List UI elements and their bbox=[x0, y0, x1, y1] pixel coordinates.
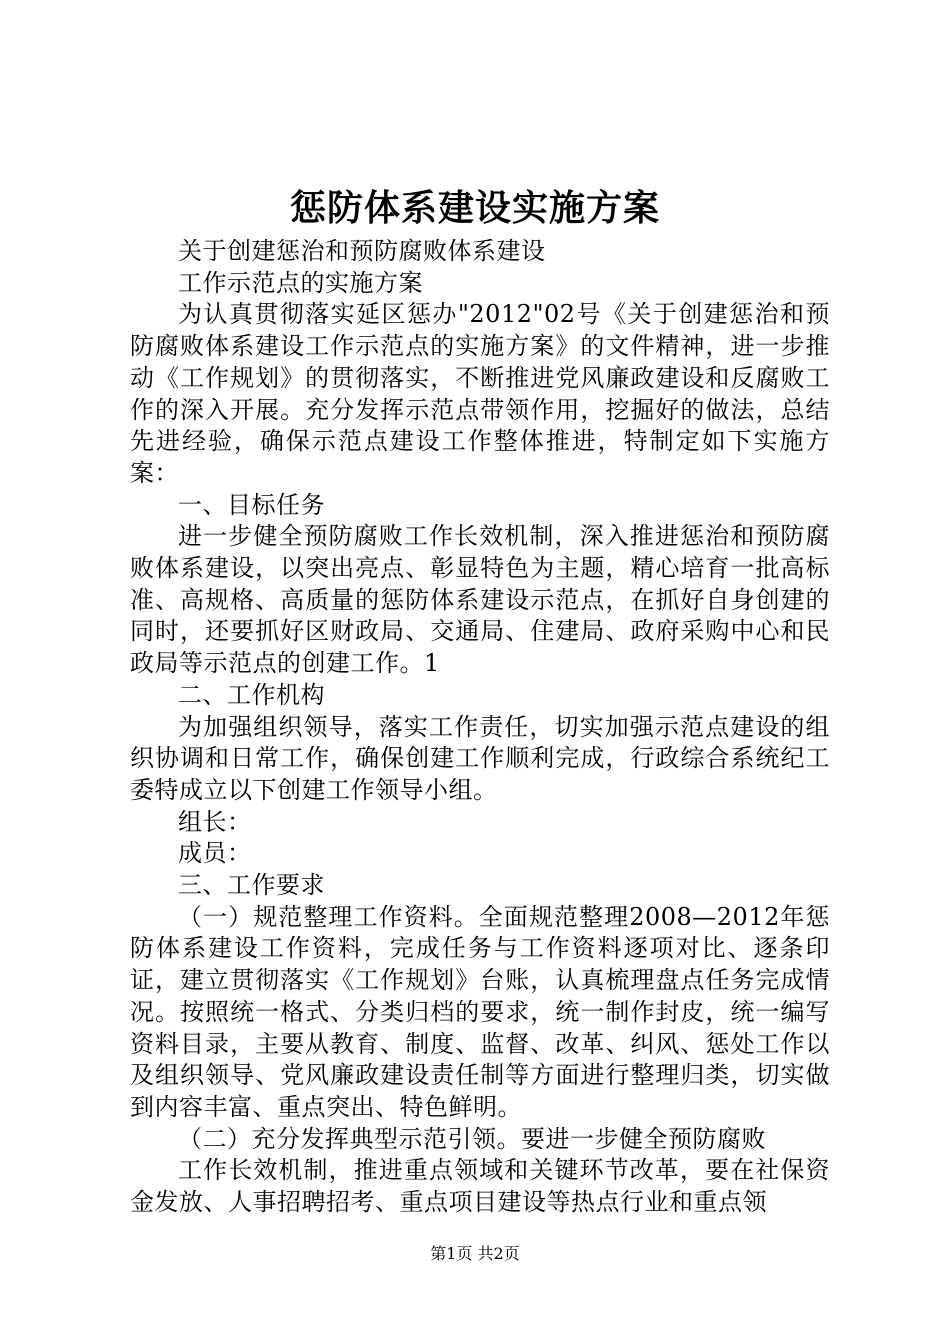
paragraph-requirement-2-body: 工作长效机制，推进重点领域和关键环节改革，要在社保资金发放、人事招聘招考、重点项目建设等热点行业和重点领 bbox=[130, 1156, 830, 1217]
document-title: 惩防体系建设实施方案 bbox=[289, 187, 660, 229]
paragraph-requirement-1: （一）规范整理工作资料。全面规范整理2008—2012年惩防体系建设工作资料，完成任务与工作资料逐项对比、逐条印证，建立贯彻落实《工作规划》台账，认真梳理盘点任务完成情况。按照统一格式、分类归档的要求，统一制作封皮，统一编写资料目录，主要从教育、制度、监督、改革、纠风、惩处工作以及组织领导、党风廉政建设责任制等方面进行整理归类，切实做到内容丰富、重点突出、特色鲜明。 bbox=[130, 902, 830, 1121]
section-heading-requirements: 三、工作要求 bbox=[178, 871, 325, 900]
document-body bbox=[130, 236, 830, 1219]
paragraph-heading-line-2: 工作示范点的实施方案 bbox=[178, 268, 423, 297]
paragraph-goals: 进一步健全预防腐败工作长效机制，深入推进惩治和预防腐败体系建设，以突出亮点、彰显特色为主题，精心培育一批高标准、高规格、高质量的惩防体系建设示范点，在抓好自身创建的同时，还要抓好区财政局、交通局、住建局、政府采购中心和民政局等示范点的创建工作。1 bbox=[130, 522, 830, 678]
page-number-footer: 第1页 共2页 bbox=[430, 1244, 520, 1263]
group-members-line: 成员： bbox=[178, 839, 252, 868]
section-heading-goals: 一、目标任务 bbox=[178, 490, 325, 519]
paragraph-requirement-2-heading: （二）充分发挥典型示范引领。要进一步健全预防腐败 bbox=[178, 1124, 766, 1153]
group-leader-line: 组长： bbox=[178, 807, 252, 836]
paragraph-intro: 为认真贯彻落实延区惩办"2012"02号《关于创建惩治和预防腐败体系建设工作示范点的实施方案》的文件精神，进一步推动《工作规划》的贯彻落实，不断推进党风廉政建设和反腐败工作的深入开展。充分发挥示范点带领作用，挖掘好的做法，总结先进经验，确保示范点建设工作整体推进，特制定如下实施方案： bbox=[130, 300, 830, 487]
section-heading-organization: 二、工作机构 bbox=[178, 680, 325, 709]
paragraph-heading-line-1: 关于创建惩治和预防腐败体系建设 bbox=[178, 237, 546, 265]
paragraph-organization: 为加强组织领导，落实工作责任，切实加强示范点建设的组织协调和日常工作，确保创建工作顺利完成，行政综合系统纪工委特成立以下创建工作领导小组。 bbox=[130, 712, 830, 804]
